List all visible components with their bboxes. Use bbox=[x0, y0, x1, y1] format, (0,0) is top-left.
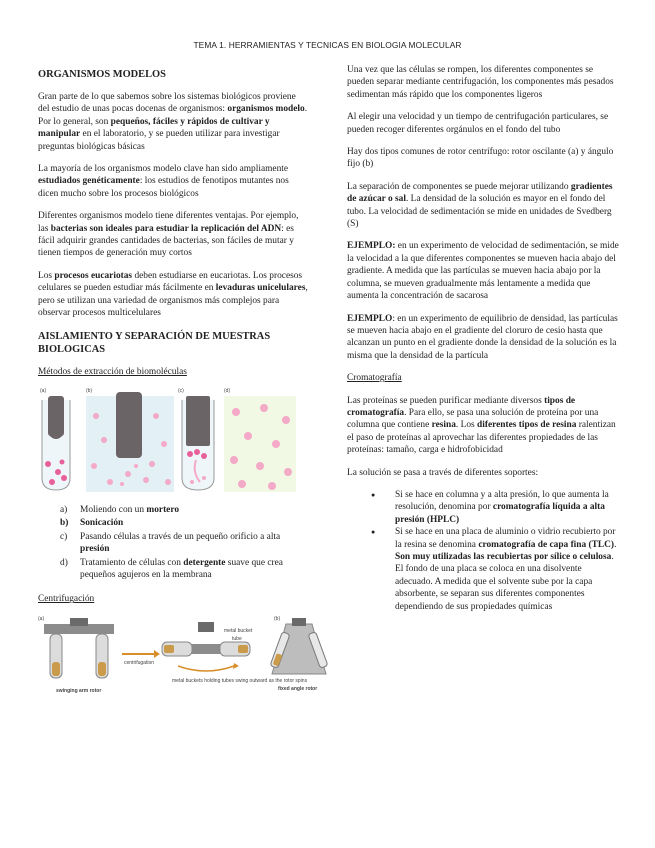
paragraph-gradientes: La separación de componentes se puede mejorar utilizando gradientes de azúcar o sal. La densidad de la solución es mayor en el fondo del tubo. La velocidad de sedimentación se mide en unidades de Svedberg (S) bbox=[347, 181, 613, 230]
right-column bbox=[347, 64, 619, 613]
centrifugation-label: centrifugation bbox=[124, 659, 155, 666]
buckets-note: metal buckets holding tubes swing outward as the rotor spins bbox=[172, 677, 308, 684]
fig1-label-c: (c) bbox=[178, 387, 184, 394]
fixed-rotor-caption: fixed angle rotor bbox=[278, 685, 318, 692]
metal-bucket-label: metal bucket bbox=[224, 627, 253, 634]
paragraph-centrifugacion-intro: Una vez que las células se rompen, los diferentes componentes se pueden separar mediante centrifugación, los componentes más pesados sedimentan más rápido que los componentes ligeros bbox=[347, 65, 614, 100]
paragraph-genetica: La mayoría de los organismos modelo clave han sido ampliamente estudiados genéticamente: los estudios de fenotipos mutantes nos dicen mucho sobre los procesos biológicos bbox=[38, 164, 289, 199]
fig1-label-d: (d) bbox=[224, 387, 231, 394]
fig2-label-b: (b) bbox=[274, 615, 281, 622]
paragraph-rotores: Hay dos tipos comunes de rotor centrífugo: rotor oscilante (a) y ángulo fijo (b) bbox=[347, 147, 614, 170]
high-pressure-illustration bbox=[182, 396, 214, 490]
detergent-illustration bbox=[224, 396, 296, 492]
list-item: c) Pasando células a través de un pequeño orificio a alta presión bbox=[60, 531, 281, 555]
tube-label: tube bbox=[232, 635, 242, 642]
fig1-label-b: (b) bbox=[86, 387, 93, 394]
list-item: d) Tratamiento de células con detergente suave que crea pequeños agujeros en la membrana bbox=[60, 557, 283, 580]
swinging-rotor-caption: swinging arm rotor bbox=[56, 687, 102, 694]
list-item-hplc: ● Si se hace en columna y a alta presión, lo que aumenta la resolución, denomina por cromatografía líquida a alta presión (HPLC) bbox=[371, 489, 619, 526]
heading-aislamiento: AISLAMIENTO Y SEPARACIÓN DE MUESTRAS BIOLOGICAS bbox=[38, 330, 271, 355]
subheading-cromatografia: Cromatografía bbox=[347, 373, 402, 384]
sonication-illustration bbox=[86, 392, 174, 492]
list-item: b) Sonicación bbox=[60, 518, 124, 529]
mortar-tube-illustration bbox=[42, 396, 70, 490]
paragraph-velocidad: Al elegir una velocidad y un tiempo de centrifugación particulares, se pueden recoger diferentes orgánulos en el fondo del tubo bbox=[347, 112, 609, 135]
subheading-extraccion: Métodos de extracción de biomoléculas bbox=[38, 366, 187, 377]
paragraph-eucariotas: Los procesos eucariotas deben estudiarse en eucariotas. Los procesos celulares se pueden estudiar más fácilmente en levaduras unicelulares, pero se utilizan una variedad de organismos más complejos para observar procesos multicelulares bbox=[38, 270, 308, 319]
heading-organismos-modelos: ORGANISMOS MODELOS bbox=[38, 69, 166, 80]
chromatography-list bbox=[347, 489, 619, 613]
paragraph-cromatografia: Las proteínas se pueden purificar mediante diversos tipos de cromatografía. Para ello, se pasa una solución de proteína por una columna que contiene resina. Los diferentes tipos de resina ralentizan el paso de proteínas al aprovechar las diferentes propiedades de las proteínas: tamaño, carga e hidrofobicidad bbox=[347, 395, 616, 456]
paragraph-organismos-intro: Gran parte de lo que sabemos sobre los sistemas biológicos proviene del estudio de unas pocas docenas de organismos: organismos modelo. Por lo general, son pequeños, fáciles y rápidos de cultivar y manipular en el laboratorio, y se pueden utilizar para investigar preguntas biológicas básicas bbox=[38, 92, 308, 152]
extraction-methods-figure bbox=[38, 386, 300, 496]
list-item: a) Moliendo con un mortero bbox=[60, 504, 180, 515]
list-item-tlc: ● Si se hace en una placa de aluminio o vidrio recubierto por la resina se denomina cromatografía de capa fina (TLC). Son muy utilizadas las recubiertas por sílice o celulosa. El fondo de una placa se coloca en una disolvente adecuado. A medida que el solvente sube por la capa absorbente, se separan sus diferentes componentes dependiendo de sus propiedades químicas bbox=[371, 526, 619, 613]
swinging-rotor-illustration bbox=[44, 618, 114, 694]
page-header: TEMA 1. HERRAMIENTAS Y TECNICAS EN BIOLOGIA MOLECULAR bbox=[193, 40, 462, 50]
paragraph-soportes: La solución se pasa a través de diferentes soportes: bbox=[347, 467, 539, 478]
paragraph-ejemplo-equilibrio: EJEMPLO: en un experimento de equilibrio de densidad, las partículas se mueven hacia abajo en el gradiente del cloruro de cesio hasta que alcanzan un punto en el gradiente donde la densidad de la solución es la misma que la densidad de la partícula bbox=[347, 313, 618, 361]
subheading-centrifugacion: Centrifugación bbox=[38, 594, 95, 605]
centrifugation-arrow bbox=[122, 650, 160, 666]
fig2-label-a: (a) bbox=[38, 615, 45, 622]
paragraph-ejemplo-velocidad: EJEMPLO: en un experimento de velocidad de sedimentación, se mide la velocidad a la que diferentes componentes se mueven hacia abajo del gradiente. A medida que las partículas se mueven hacia abajo por la columna, se mueven gradualmente más lentamente a medida que aumenta la concentración de sacarosa bbox=[347, 241, 619, 302]
left-column bbox=[38, 64, 318, 710]
centrifuge-rotors-figure bbox=[38, 614, 328, 702]
paragraph-ventajas: Diferentes organismos modelo tiene diferentes ventajas. Por ejemplo, las bacterias son ideales para estudiar la replicación del ADN: es fácil adquirir grandes cantidades de bacterias, son fáciles de mutar y tienen tiempos de generación muy cortos bbox=[38, 211, 299, 259]
fig1-label-a: (a) bbox=[40, 387, 47, 394]
extraction-methods-list bbox=[38, 504, 308, 581]
